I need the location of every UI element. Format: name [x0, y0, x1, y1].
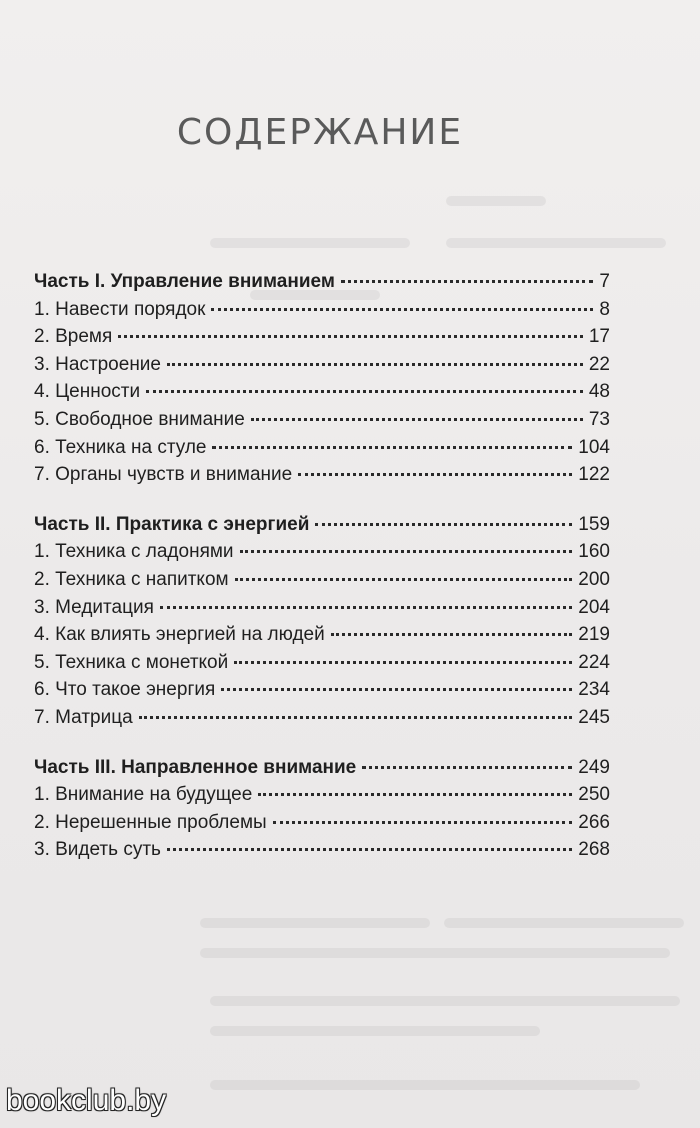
- toc-entry: [34, 836, 610, 864]
- toc-page-number: 22: [588, 353, 610, 375]
- toc-part-heading: [34, 268, 610, 296]
- toc-page-number: 250: [578, 784, 610, 806]
- dot-leader: [362, 766, 572, 769]
- toc-entry-label: 5. Техника с монеткой: [34, 651, 229, 673]
- table-of-contents: [34, 268, 610, 886]
- toc-page-number: 249: [578, 756, 610, 778]
- toc-page-number: 160: [578, 541, 610, 563]
- dot-leader: [146, 390, 583, 393]
- toc-page-number: 8: [599, 298, 610, 320]
- toc-page-number: 224: [578, 651, 610, 673]
- toc-entry-label: 2. Нерешенные проблемы: [34, 811, 267, 833]
- dot-leader: [139, 716, 573, 719]
- dot-leader: [212, 446, 572, 449]
- bleed-through-line: [210, 238, 410, 248]
- toc-page-number: 48: [588, 381, 610, 403]
- toc-entry-label: 6. Техника на стуле: [34, 436, 207, 458]
- toc-page-number: 104: [578, 436, 610, 458]
- toc-entry-label: 2. Техника с напитком: [34, 568, 229, 590]
- dot-leader: [341, 280, 594, 283]
- toc-heading-label: Часть I. Управление вниманием: [34, 271, 335, 292]
- dot-leader: [118, 335, 583, 338]
- bleed-through-line: [210, 1080, 640, 1090]
- toc-page-number: 245: [578, 706, 610, 728]
- toc-page-number: 159: [578, 513, 610, 535]
- bleed-through-line: [200, 918, 430, 928]
- bleed-through-line: [200, 948, 670, 958]
- toc-heading-label: Часть III. Направленное внимание: [34, 756, 357, 778]
- dot-leader: [331, 633, 573, 636]
- toc-page-number: 200: [578, 568, 610, 590]
- bleed-through-line: [210, 996, 680, 1006]
- toc-part: [34, 511, 610, 732]
- dot-leader: [235, 578, 573, 581]
- toc-entry-label: 1. Навести порядок: [34, 298, 206, 320]
- bleed-through-line: [444, 918, 684, 928]
- toc-page-number: 234: [578, 679, 610, 701]
- dot-leader: [251, 418, 583, 421]
- toc-entry: [34, 434, 610, 462]
- toc-part: [34, 268, 610, 489]
- toc-entry-label: 4. Как влиять энергией на людей: [34, 624, 325, 646]
- bleed-through-line: [446, 196, 546, 206]
- toc-entry: [34, 594, 610, 622]
- toc-page-number: 73: [588, 408, 610, 430]
- toc-entry-label: 5. Свободное внимание: [34, 408, 245, 430]
- toc-entry-label: 1. Техника с ладонями: [34, 541, 234, 563]
- toc-entry: [34, 351, 610, 379]
- toc-page-number: 266: [578, 811, 610, 833]
- toc-page-number: 268: [578, 839, 610, 861]
- dot-leader: [258, 793, 572, 796]
- dot-leader: [240, 550, 573, 553]
- toc-heading-label: Часть II. Практика с энергией: [34, 513, 310, 535]
- toc-entry: [34, 704, 610, 732]
- toc-entry: [34, 461, 610, 489]
- dot-leader: [234, 661, 572, 664]
- dot-leader: [315, 523, 572, 526]
- toc-entry: [34, 649, 610, 677]
- toc-page-number: 219: [578, 624, 610, 646]
- dot-leader: [167, 848, 572, 851]
- toc-entry: [34, 676, 610, 704]
- toc-entry-label: 3. Медитация: [34, 596, 154, 618]
- toc-page-number: 7: [599, 271, 610, 292]
- toc-page-number: 122: [578, 464, 610, 486]
- toc-entry-label: 7. Матрица: [34, 706, 133, 728]
- toc-entry: [34, 296, 610, 324]
- toc-entry: [34, 781, 610, 809]
- dot-leader: [273, 821, 573, 824]
- toc-entry-label: 3. Видеть суть: [34, 839, 161, 861]
- toc-entry-label: 3. Настроение: [34, 353, 161, 375]
- watermark-text: bookclub.by: [6, 1084, 167, 1117]
- toc-entry: [34, 378, 610, 406]
- toc-entry: [34, 406, 610, 434]
- dot-leader: [160, 606, 572, 609]
- toc-entry-label: 1. Внимание на будущее: [34, 784, 253, 806]
- toc-entry-label: 2. Время: [34, 326, 113, 348]
- dot-leader: [221, 688, 572, 691]
- toc-entry: [34, 809, 610, 837]
- toc-entry-label: 6. Что такое энергия: [34, 679, 216, 701]
- toc-entry: [34, 538, 610, 566]
- toc-entry-label: 4. Ценности: [34, 381, 141, 403]
- dot-leader: [167, 363, 583, 366]
- dot-leader: [211, 308, 593, 311]
- toc-entry-label: 7. Органы чувств и внимание: [34, 464, 293, 486]
- page-title: СОДЕРЖАНИЕ: [176, 112, 464, 153]
- toc-part: [34, 754, 610, 864]
- toc-part-heading: [34, 511, 610, 539]
- bleed-through-line: [210, 1026, 540, 1036]
- bleed-through-heading: [188, 38, 508, 72]
- toc-page-number: 17: [588, 326, 610, 348]
- toc-page-number: 204: [578, 596, 610, 618]
- dot-leader: [298, 473, 572, 476]
- toc-entry: [34, 621, 610, 649]
- toc-entry: [34, 566, 610, 594]
- toc-part-heading: [34, 754, 610, 782]
- bleed-through-line: [446, 238, 666, 248]
- toc-entry: [34, 323, 610, 351]
